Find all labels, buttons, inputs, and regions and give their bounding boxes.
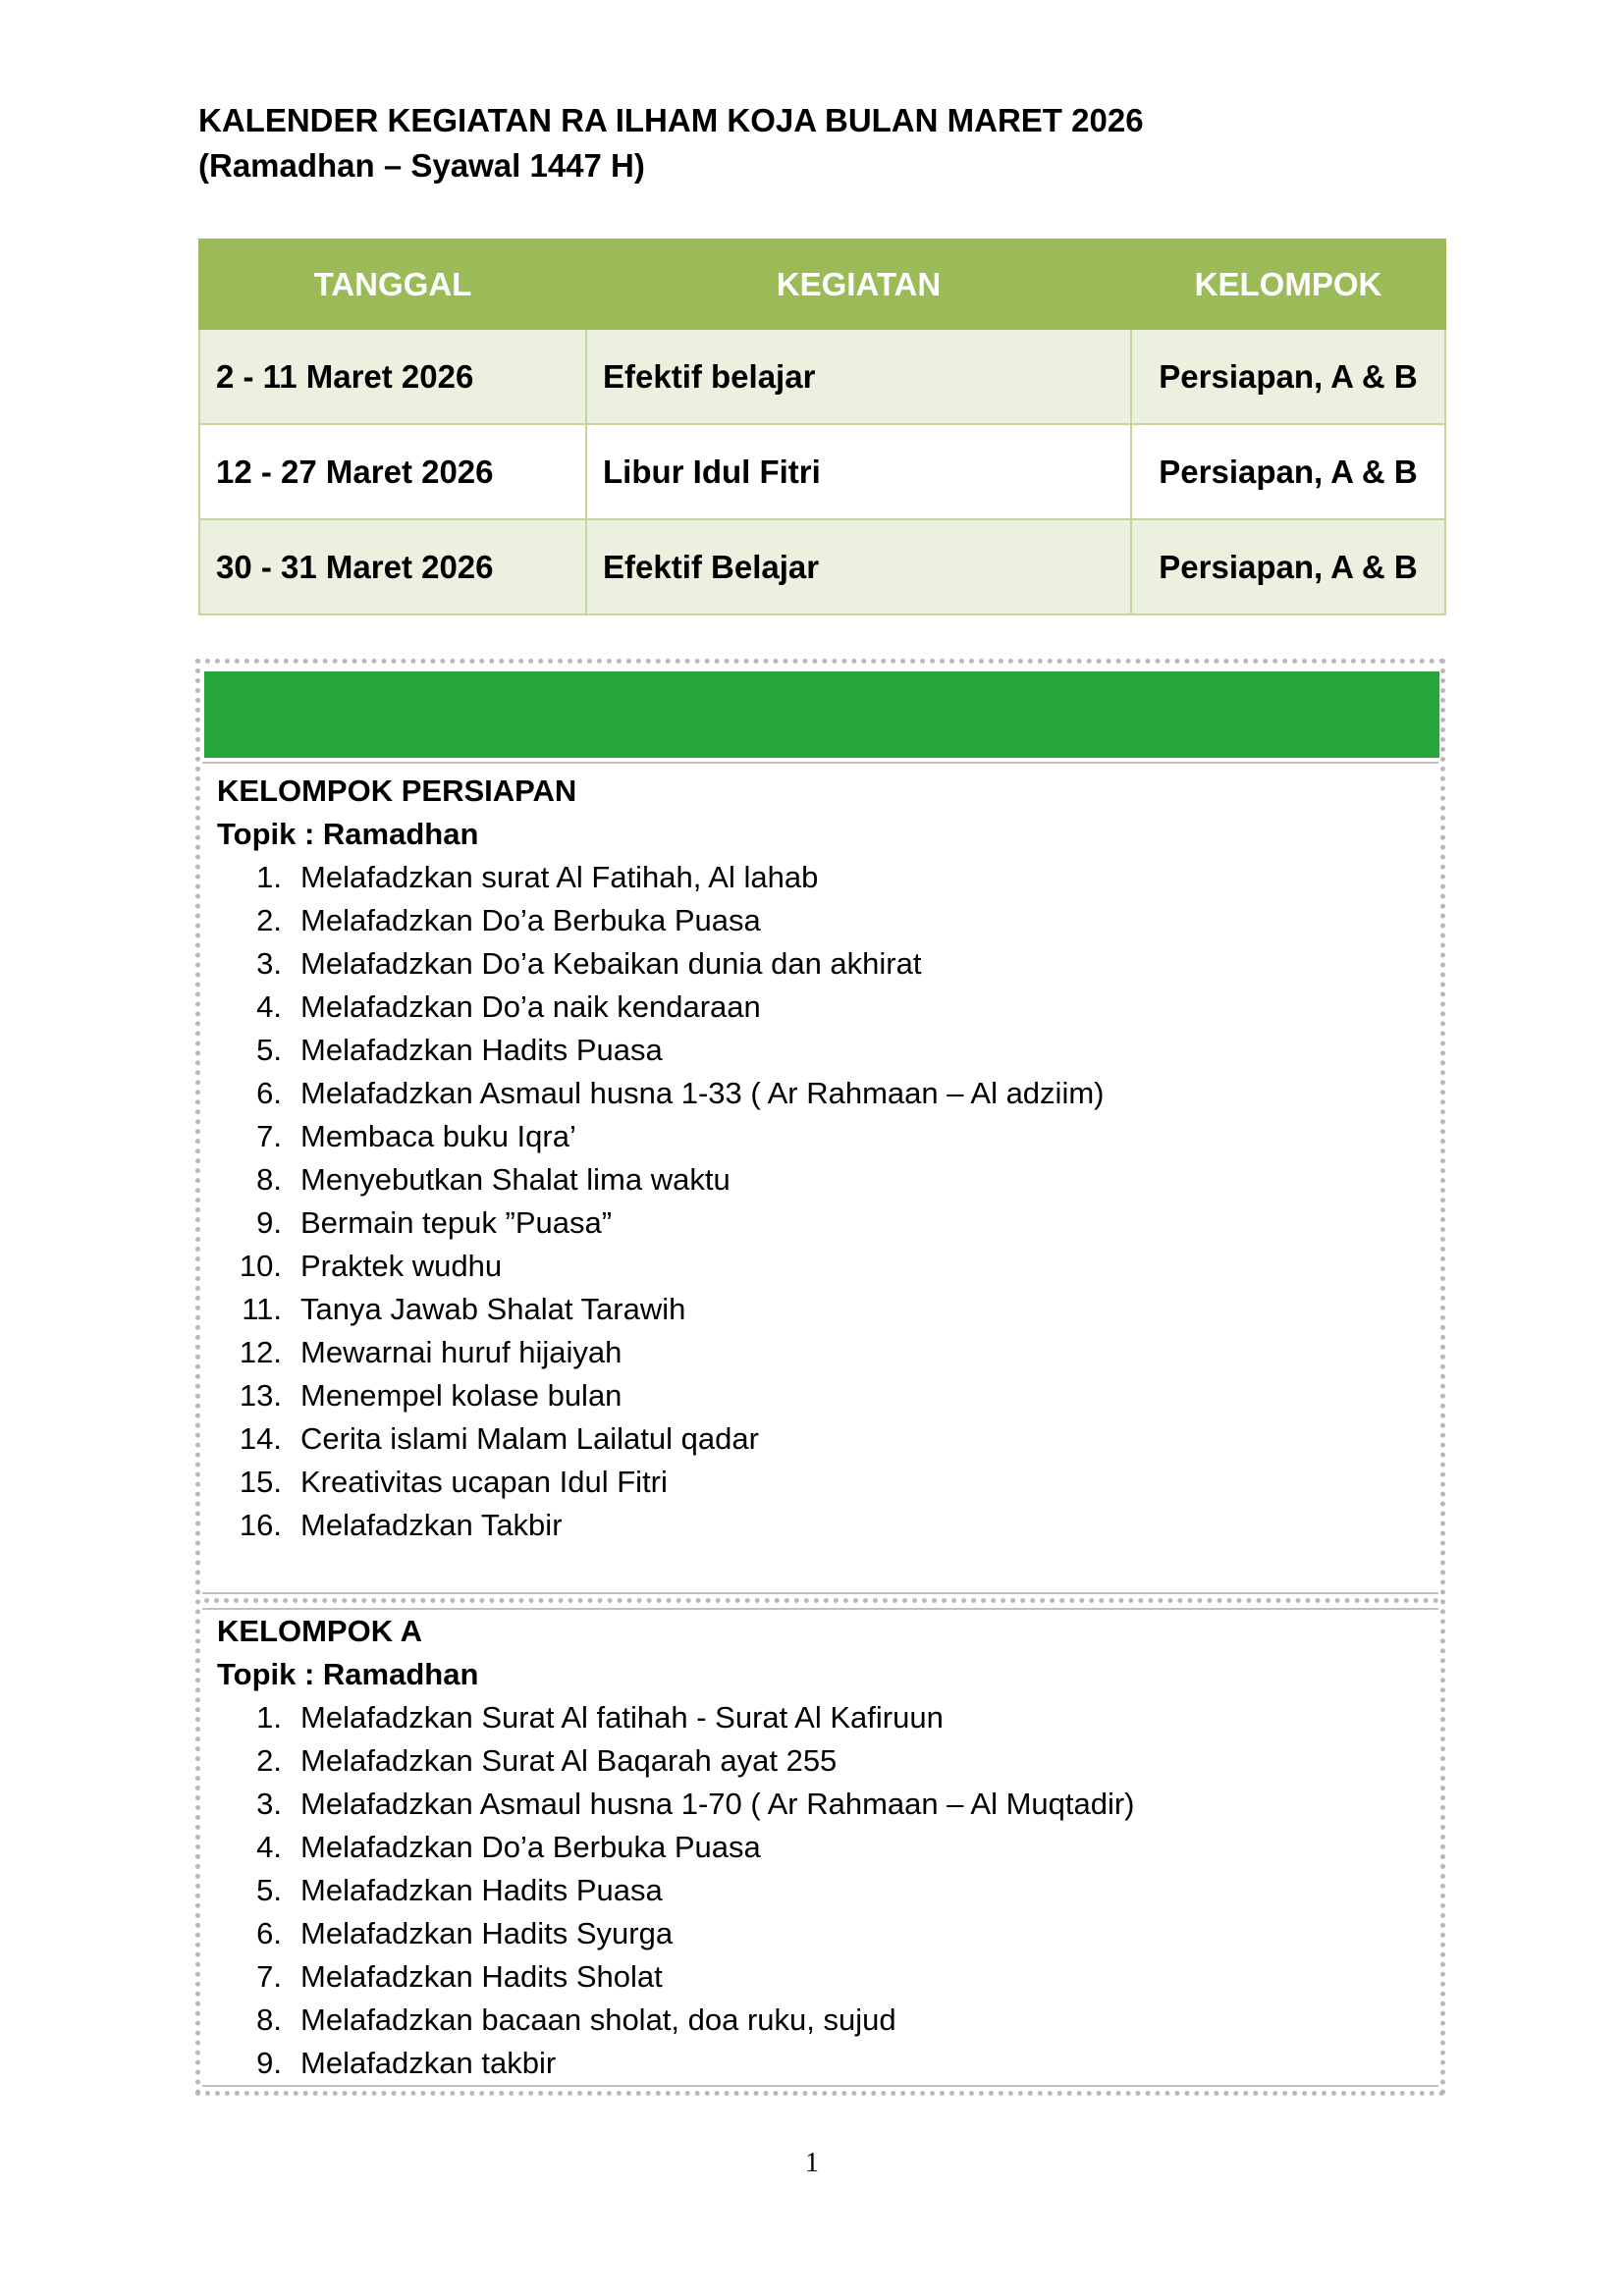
- list-item: 2. Melafadzkan Surat Al Baqarah ayat 255: [256, 1743, 838, 1778]
- section-separator: [204, 1598, 1439, 1603]
- cell-kelompok: Persiapan, A & B: [1131, 519, 1445, 614]
- green-header-bar: [204, 671, 1439, 758]
- section-topic: Topik : Ramadhan: [217, 817, 479, 851]
- divider: [202, 1592, 1438, 1594]
- cell-kegiatan: Efektif belajar: [586, 329, 1131, 424]
- list-item: 2. Melafadzkan Do’a Berbuka Puasa: [256, 903, 761, 937]
- page-number: 1: [805, 2148, 819, 2178]
- activity-list: [217, 1696, 1135, 2085]
- header-kegiatan: KEGIATAN: [586, 240, 1131, 329]
- list-item: 14. Cerita islami Malam Lailatul qadar: [239, 1421, 759, 1456]
- activity-list: [217, 856, 1104, 1547]
- cell-kegiatan: Libur Idul Fitri: [586, 424, 1131, 519]
- list-item: 3. Melafadzkan Asmaul husna 1-70 ( Ar Rahmaan – Al Muqtadir): [256, 1787, 1135, 1821]
- document-title: KALENDER KEGIATAN RA ILHAM KOJA BULAN MARET 2026: [198, 102, 1144, 138]
- schedule-table: [198, 239, 1446, 615]
- list-item: 8. Menyebutkan Shalat lima waktu: [256, 1162, 731, 1197]
- list-item: 4. Melafadzkan Do’a Berbuka Puasa: [256, 1830, 761, 1864]
- table-row: [199, 519, 1445, 614]
- page-heading: [198, 98, 1144, 188]
- cell-tanggal: 12 - 27 Maret 2026: [199, 424, 586, 519]
- section-kelompok-a: [217, 1610, 1135, 2085]
- list-item: 13. Menempel kolase bulan: [239, 1378, 623, 1413]
- list-item: 7. Melafadzkan Hadits Sholat: [256, 1959, 663, 1994]
- cell-tanggal: 2 - 11 Maret 2026: [199, 329, 586, 424]
- header-tanggal: TANGGAL: [199, 240, 586, 329]
- list-item: 3. Melafadzkan Do’a Kebaikan dunia dan akhirat: [256, 946, 922, 981]
- list-item: 5. Melafadzkan Hadits Puasa: [256, 1033, 663, 1067]
- list-item: 9. Bermain tepuk ”Puasa”: [256, 1205, 613, 1240]
- list-item: 6. Melafadzkan Asmaul husna 1-33 ( Ar Rahmaan – Al adziim): [256, 1076, 1105, 1110]
- table-row: [199, 329, 1445, 424]
- cell-tanggal: 30 - 31 Maret 2026: [199, 519, 586, 614]
- list-item: 15. Kreativitas ucapan Idul Fitri: [239, 1465, 668, 1499]
- table-row: [199, 424, 1445, 519]
- header-kelompok: KELOMPOK: [1131, 240, 1445, 329]
- divider: [202, 2085, 1438, 2087]
- list-item: 11. Tanya Jawab Shalat Tarawih: [242, 1292, 686, 1326]
- document-subtitle: (Ramadhan – Syawal 1447 H): [198, 147, 645, 184]
- list-item: 10. Praktek wudhu: [239, 1249, 503, 1283]
- section-title: KELOMPOK PERSIAPAN: [217, 774, 577, 808]
- list-item: 1. Melafadzkan surat Al Fatihah, Al lahab: [256, 860, 819, 894]
- list-item: 12. Mewarnai huruf hijaiyah: [239, 1335, 623, 1369]
- list-item: 9. Melafadzkan takbir: [256, 2046, 557, 2080]
- list-item: 6. Melafadzkan Hadits Syurga: [256, 1916, 674, 1950]
- list-item: 4. Melafadzkan Do’a naik kendaraan: [256, 989, 761, 1024]
- cell-kegiatan: Efektif Belajar: [586, 519, 1131, 614]
- section-kelompok-persiapan: [217, 770, 1104, 1547]
- section-title: KELOMPOK A: [217, 1614, 422, 1648]
- divider: [202, 762, 1438, 764]
- section-topic: Topik : Ramadhan: [217, 1657, 479, 1691]
- list-item: 8. Melafadzkan bacaan sholat, doa ruku, sujud: [256, 2002, 896, 2037]
- list-item: 7. Membaca buku Iqra’: [256, 1119, 576, 1153]
- list-item: 5. Melafadzkan Hadits Puasa: [256, 1873, 663, 1907]
- schedule-header-row: [199, 240, 1445, 329]
- cell-kelompok: Persiapan, A & B: [1131, 329, 1445, 424]
- list-item: 16. Melafadzkan Takbir: [239, 1508, 563, 1542]
- cell-kelompok: Persiapan, A & B: [1131, 424, 1445, 519]
- list-item: 1. Melafadzkan Surat Al fatihah - Surat Al Kafiruun: [256, 1700, 944, 1735]
- curriculum-box: [195, 659, 1445, 2096]
